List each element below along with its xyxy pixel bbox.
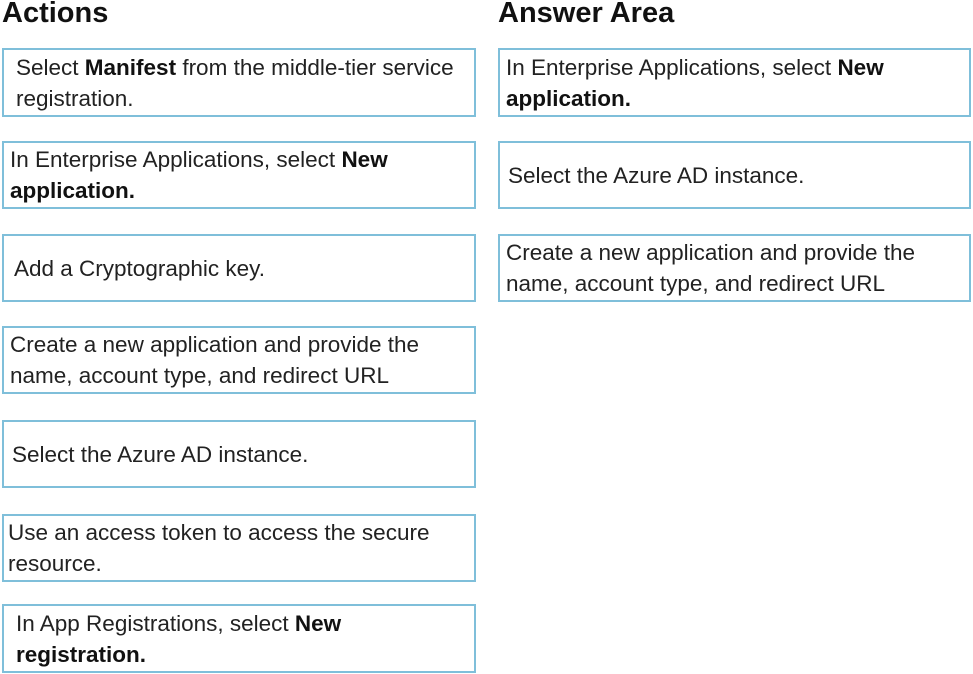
action-item-text: In Enterprise Applications, select New application. (10, 147, 388, 203)
action-item-app-registrations-new-registration[interactable] (2, 604, 476, 673)
actions-heading: Actions (2, 0, 109, 29)
answer-item-text: Create a new application and provide the name, account type, and redirect URL (506, 240, 916, 296)
answer-item-text: Select the Azure AD instance. (508, 162, 805, 188)
action-item-text: Add a Cryptographic key. (14, 255, 265, 281)
answer-item-enterprise-new-application[interactable] (498, 48, 971, 117)
action-item-text: Create a new application and provide the name, account type, and redirect URL (10, 332, 420, 388)
action-item-create-new-application[interactable] (2, 326, 476, 394)
answer-item-text: In Enterprise Applications, select New application. (506, 54, 884, 111)
action-item-text: Use an access token to access the secure resource. (8, 520, 430, 576)
action-item-select-azure-ad-instance[interactable] (2, 420, 476, 488)
action-item-use-access-token[interactable] (2, 514, 476, 582)
answer-item-create-new-application[interactable] (498, 234, 971, 302)
action-item-text: Select Manifest from the middle-tier service registration. (16, 54, 454, 111)
action-item-text: In App Registrations, select New registration. (16, 610, 342, 667)
action-item-select-manifest[interactable] (2, 48, 476, 117)
answer-area-heading: Answer Area (498, 0, 675, 29)
action-item-text: Select the Azure AD instance. (12, 441, 309, 467)
action-item-add-cryptographic-key[interactable] (2, 234, 476, 302)
answer-item-select-azure-ad-instance[interactable] (498, 141, 971, 209)
action-item-enterprise-new-application[interactable] (2, 141, 476, 209)
